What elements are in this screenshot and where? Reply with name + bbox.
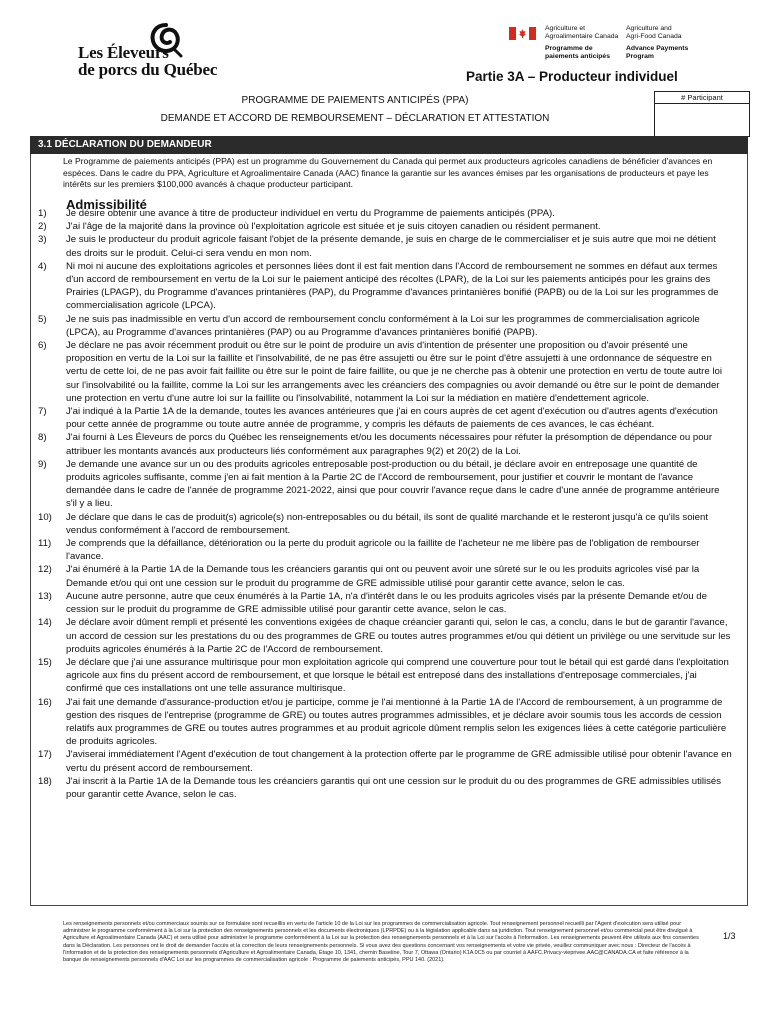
- item-text: Je comprends que la défaillance, détérioration ou la perte du produit agricole ou la faillite de l'acheteur ne me libère pas de l'obligation de rembourser l'avance.: [66, 538, 700, 563]
- item-number: 6): [38, 340, 47, 352]
- list-item: [38, 616, 732, 656]
- item-text: J'ai l'âge de la majorité dans la province où l'exploitation agricole est située et je suis citoyen canadien ou résident permanent.: [66, 221, 601, 233]
- item-text: J'ai inscrit à la Partie 1A de la Demande tous les créanciers garantis qui ont une cession sur le produit du ou des programmes de GRE admissibles utilisés pour garantir cette Avance, selon le cas.: [66, 775, 722, 800]
- canada-flag-icon: [509, 27, 536, 40]
- program-title-line-1: PROGRAMME DE PAIEMENTS ANTICIPÉS (PPA): [241, 95, 469, 106]
- item-number: 5): [38, 313, 47, 325]
- item-text: Je déclare ne pas avoir récemment produit ou être sur le point de produire un avis d'intention de présenter une proposition ou d'avoir présenté une proposition en vertu de la Loi sur la faillite et l'insolvabilité, de ne pas être assujetti ou être sur le point d'être assujetti à une ordonnance de séquestre en vertu de cette loi, de ne pas avoir fait faillite ou être sur le point de faire faillite, ou que je ne cherche pas à obtenir une protection en vertu de toute autre loi sur l'insolvabilité ou la faillite, comme la Loi sur les arrangements avec les créanciers des compagnies ou avoir demandé ou être sur le point de demander une protection en vertu d'une autre loi sur la faillite ou l'insolvabilité, notamment la Loi sur la médiation en matière d'endettement agricole.: [66, 340, 722, 404]
- item-number: 13): [38, 590, 52, 602]
- item-number: 18): [38, 775, 52, 787]
- item-text: Je suis le producteur du produit agricole faisant l'objet de la présente demande, je suis en charge de le commercialiser et je suis autre que moi ne détient des droits sur le produit. Celui-ci sera vendu en mon nom.: [66, 234, 716, 259]
- item-number: 16): [38, 696, 52, 708]
- list-item: [38, 260, 732, 313]
- item-text: J'ai énuméré à la Partie 1A de la Demande tous les créanciers garantis qui ont ou peuvent avoir une sûreté sur le ou les produits agricoles visé par la Demande et/ou qui ont une cession sur le produit du programme de GRE admissible utilisé pour garantir cette avance, selon le cas.: [66, 564, 700, 589]
- gov-fr-line-2: Agroalimentaire Canada: [545, 33, 619, 40]
- item-text: J'ai indiqué à la Partie 1A de la demande, toutes les avances antérieures que j'ai en cours auprès de cet agent d'exécution ou d'autres agents d'exécution pour cette année de programme ou toute autre année de programme, y compris les défauts de paiements de ces avances, le cas échéant.: [66, 406, 718, 431]
- list-item: [38, 339, 732, 405]
- item-text: Je ne suis pas inadmissible en vertu d'un accord de remboursement conclu conformément à la Loi sur les programmes de commercialisation agricole (LPCA), au Programme d'avances printanières (PAP) ou au Programme d'avances printanières bonifié (PAPB).: [66, 313, 700, 338]
- logo-line-2: de porcs du Québec: [78, 60, 218, 79]
- list-item: [38, 590, 732, 616]
- part-title: Partie 3A – Producteur individuel: [466, 69, 678, 84]
- item-text: J'ai fait une demande d'assurance-production et/ou je participe, comme je l'ai mentionné à la Partie 1A de l'Accord de remboursement, à un programme de gestion des risques de l'entreprise (programme de GRE) ou toutes autres programmes admissibles, et je déclare avoir soumis tous les accords de cession relatifs aux programmes de GRE ou toutes autres programmes et au produit agricole dûment remplis selon les exigences liées à cette catégorie particulière de produits agricoles.: [66, 696, 727, 748]
- prog-en-line-1: Advance Payments: [626, 45, 689, 52]
- list-item: [38, 233, 732, 259]
- prog-fr-line-2: paiements anticipés: [545, 53, 610, 60]
- list-item: [38, 696, 732, 749]
- eligibility-heading: Admissibilité: [66, 197, 147, 212]
- item-number: 10): [38, 511, 52, 523]
- item-number: 3): [38, 234, 47, 246]
- item-number: 1): [38, 208, 47, 219]
- item-text: Aucune autre personne, autre que ceux énumérés à la Partie 1A, n'a d'intérêt dans le ou les produits agricoles visés par la présente Demande et/ou de cession sur le produit du programme de GRE admissible utilisé pour garantir cette avance, selon le cas.: [66, 590, 707, 616]
- prog-fr-line-1: Programme de: [545, 45, 593, 52]
- item-number: 11): [38, 538, 52, 550]
- gov-fr-line-1: Agriculture et: [545, 25, 586, 32]
- intro-paragraph: Le Programme de paiements anticipés (PPA) est un programme du Gouvernement du Canada qui permet aux producteurs agricoles canadiens de bénéficier d'avances en espèces. Dans le cadre du PPA, Agriculture et Agroalimentaire Canada (AAC) finance la garantie sur les avances émises par les organisations de producteurs et paye les intérêts sur les premiers $100,000 avancés à chaque producteur participant.: [63, 156, 713, 190]
- section-header: 3.1 DÉCLARATION DU DEMANDEUR: [30, 136, 748, 154]
- list-item: [38, 775, 732, 801]
- logo-line-1: Les Éleveurs: [78, 43, 169, 62]
- item-text: Je désire obtenir une avance à titre de producteur individuel en vertu du Programme de paiements anticipés (PPA).: [66, 208, 555, 219]
- item-number: 2): [38, 221, 47, 233]
- item-text: J'ai fourni à Les Éleveurs de porcs du Québec les renseignements et/ou les documents nécessaires pour réfuter la présomption de dépendance ou pour attribuer les montants avancés aux producteurs liés conformément aux paragraphes 9(2) et 20(2) de la Loi.: [66, 432, 713, 457]
- list-item: [38, 431, 732, 457]
- declaration-list: [38, 207, 732, 801]
- item-number: 12): [38, 564, 52, 576]
- item-number: 17): [38, 749, 52, 761]
- program-title-line-2: DEMANDE ET ACCORD DE REMBOURSEMENT – DÉCLARATION ET ATTESTATION: [160, 113, 550, 124]
- item-number: 15): [38, 656, 52, 668]
- participant-label: # Participant: [655, 92, 749, 104]
- item-number: 9): [38, 458, 47, 470]
- list-item: [38, 207, 732, 220]
- item-text: Je déclare avoir dûment rempli et présenté les conventions exigées de chaque créancier garanti qui, selon le cas, a conclu, dans le but de garantir l'avance, un accord de cession sur les prestations du ou des programmes de GRE ou toutes autres programmes et/ou qui détient un privilège ou une servitude sur les produits agricoles énumérés à la Partie 2C de l'Accord de remboursement.: [66, 617, 731, 655]
- organization-logo: [78, 44, 217, 78]
- gov-identifier-en: [626, 25, 736, 61]
- privacy-notice: Les renseignements personnels et/ou commerciaux soumis sur ce formulaire sont recueillis en vertu de l'article 10 de la Loi sur les programmes de commercialisation agricole. Tout renseignement personnel recueilli par l'Agent d'exécution sera utilisé pour administrer le programme conformément à la Loi sur la protection des renseignements personnels et les documents électroniques (LPRPDE) ou à la législation applicable dans sa juridiction. Tout renseignement personnel et/ou commercial peut être divulgué à Agriculture et Agroalimentaire Canada (AAC) et sera utilisé pour administrer le programme conformément à la Loi sur la protection des renseignements personnels et à la Loi sur l'accès à l'information. Les renseignements peuvent être utilisés aux fins consenties dans la Déclaration. Les personnes ont le droit de demander l'accès et la correction de leurs renseignements personnels. Si vous avez des questions concernant vos renseignements et votre vie privée, veuillez communiquer avec nous : Directeur de l'accès à l'information et de la protection des renseignements personnels d'Agriculture et Agroalimentaire Canada, Étage 10, 1341, chemin Baseline, Tour 7, Ottawa (Ontario) K1A 0C5 ou par courriel à AAFC.Privacy-vieprivee.AAC@CANADA.CA et faite référence à la banque de renseignements personnels d'AAC Loi sur les programmes de commercialisation agricole : Programme de paiements anticipés, PPU 140. (2021).: [63, 921, 699, 964]
- list-item: [38, 563, 732, 589]
- item-number: 8): [38, 432, 47, 444]
- item-text: J'aviserai immédiatement l'Agent d'exécution de tout changement à la protection offerte par le programme de GRE admissible utilisé pour obtenir l'avance en vertu du présent accord de remboursement.: [66, 749, 732, 774]
- gov-en-line-1: Agriculture and: [626, 25, 672, 32]
- item-number: 7): [38, 406, 47, 418]
- item-text: Ni moi ni aucune des exploitations agricoles et personnes liées dont il est fait mention dans l'Accord de remboursement ne sommes en défaut aux termes d'un accord de remboursement en vertu de la Loi sur le paiement anticipé des récoltes (LPAR), de la Loi sur les paiements anticipés pour les grains des Prairies (LPAGP), du Programme d'avances printanières (PAP), du Programme d'avances printanières bonifié (PAPB) ou de la Loi sur les programmes de commercialisation agricole (LPCA).: [66, 260, 719, 312]
- list-item: [38, 656, 732, 696]
- list-item: [38, 748, 732, 774]
- list-item: [38, 405, 732, 431]
- program-title: [150, 92, 560, 128]
- list-item: [38, 220, 732, 233]
- list-item: [38, 458, 732, 511]
- item-number: 4): [38, 260, 47, 272]
- list-item: [38, 313, 732, 339]
- item-text: Je déclare que j'ai une assurance multirisque pour mon exploitation agricole qui comprend une couverture pour tout le bétail qui est gardé dans l'exploitation agricole aux fins du présent accord de remboursement, et que lorsque le bétail est entreposé dans des installations d'entreposage commerciales, j'ai confirmé que ces installations ont une telle assurance multirisque.: [66, 656, 729, 695]
- prog-en-line-2: Program: [626, 53, 654, 60]
- page-number: 1/3: [723, 931, 736, 941]
- item-text: Je demande une avance sur un ou des produits agricoles entreposable post-production ou du bétail, je déclare avoir en entreposage une quantité de produits agricoles suffisante, comme j'en ai fait mention à la Partie 2C de l'Accord de remboursement, pour justifier et couvrir le montant de l'avance demandée dans le cadre de l'année de programme 2021-2022, ainsi que pour couvrir l'avance reçue dans le cadre d'une année de programme antérieure s'il y a lieu.: [66, 458, 720, 510]
- list-item: [38, 511, 732, 537]
- participant-number-field[interactable]: [654, 91, 750, 137]
- gov-en-line-2: Agri-Food Canada: [626, 33, 682, 40]
- list-item: [38, 537, 732, 563]
- gov-identifier-fr: [545, 25, 623, 61]
- item-number: 14): [38, 617, 52, 629]
- item-text: Je déclare que dans le cas de produit(s) agricole(s) non-entreposables ou du bétail, ils sont de qualité marchande et le resteront jusqu'à ce qu'ils soient vendus conformément à l'accord de remboursement.: [66, 511, 709, 536]
